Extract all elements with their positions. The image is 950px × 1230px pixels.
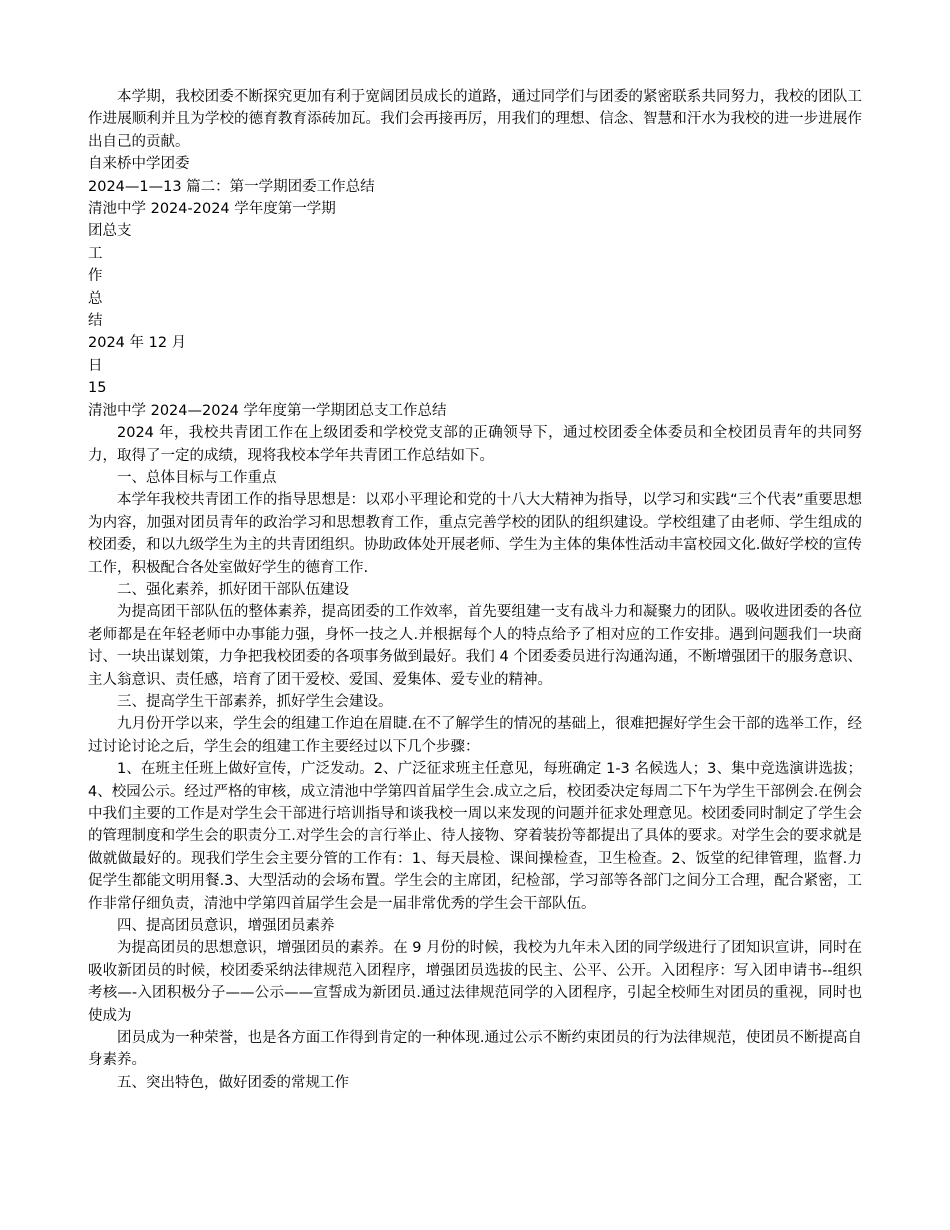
report-date-year-month: 2024 年 12 月 xyxy=(88,335,187,352)
report-date-day-label: 日 xyxy=(88,357,103,374)
date-and-section-heading: 2024—1—13 篇二：第一学期团委工作总结 xyxy=(88,178,375,195)
signature-org: 自来桥中学团委 xyxy=(88,156,190,173)
document-page xyxy=(88,86,862,1094)
section-heading-2: 二、强化素养，抓好团干部队伍建设 xyxy=(117,581,349,598)
section-heading-5: 五、突出特色，做好团委的常规工作 xyxy=(117,1074,349,1091)
intro-paragraph: 本学期，我校团委不断探究更加有利于宽阔团员成长的道路，通过同学们与团委的紧密联系共同努力，我校的团队工作进展顺利并且为学校的德育教育添砖加瓦。我们会再接再厉，用我们的理想、信念、智慧和汗水为我校的进一步进展作出自己的贡献。 xyxy=(88,89,862,150)
report-date-day: 15 xyxy=(88,380,107,397)
report-title-fragment: 团总支 xyxy=(88,223,132,240)
section-heading-1: 一、总体目标与工作重点 xyxy=(117,469,277,486)
report-title-char: 工 xyxy=(88,245,103,262)
body-paragraph: 2024 年，我校共青团工作在上级团委和学校党支部的正确领导下，通过校团委全体委员和全校团员青年的共同努力，取得了一定的成绩，现将我校本学年共青团工作总结如下。 xyxy=(88,425,862,464)
section-heading-3: 三、提高学生干部素养，抓好学生会建设。 xyxy=(117,693,393,710)
report-title-line: 清池中学 2024-2024 学年度第一学期 xyxy=(88,201,336,218)
body-paragraph: 为提高团干部队伍的整体素养，提高团委的工作效率，首先要组建一支有战斗力和凝聚力的团队。吸收进团委的各位老师都是在年轻老师中办事能力强，身怀一技之人.并根据每个人的特点给予了相对应的工作安排。遇到问题我们一块商讨、一块出谋划策，力争把我校团委的各项事务做到最好。我们 4 个团委委员进行沟通沟通，不断增强团干的服务意识、主人翁意识、责任感，培育了团干爱校、爱国、爱集体、爱专业的精神。 xyxy=(88,604,862,688)
body-paragraph: 为提高团员的思想意识，增强团员的素养。在 9 月份的时候，我校为九年未入团的同学级进行了团知识宣讲，同时在吸收新团员的时候，校团委采纳法律规范入团程序，增强团员选拔的民主、公平、公开。入团程序：写入团申请书--组织考核—-入团积极分子——公示——宣誓成为新团员.通过法律规范同学的入团程序，引起全校师生对团员的重视，同时也使成为 xyxy=(88,940,862,1024)
body-paragraph: 团员成为一种荣誉，也是各方面工作得到肯定的一种体现.通过公示不断约束团员的行为法律规范，使团员不断提高自身素养。 xyxy=(88,1030,862,1069)
report-title-char: 作 xyxy=(88,268,103,285)
report-title-char: 总 xyxy=(88,290,103,307)
report-full-title: 清池中学 2024—2024 学年度第一学期团总支工作总结 xyxy=(88,402,447,419)
section-heading-4: 四、提高团员意识，增强团员素养 xyxy=(117,918,335,935)
body-paragraph: 本学年我校共青团工作的指导思想是：以邓小平理论和党的十八大大精神为指导，以学习和实践“三个代表”重要思想为内容，加强对团员青年的政治学习和思想教育工作，重点完善学校的团队的组织建设。学校组建了由老师、学生组成的校团委，和以九级学生为主的共青团组织。协助政体处开展老师、学生为主体的集体性活动丰富校园文化.做好学校的宣传工作，积极配合各处室做好学生的德育工作. xyxy=(88,492,862,576)
report-title-char: 结 xyxy=(88,313,103,330)
body-paragraph: 九月份开学以来，学生会的组建工作迫在眉睫.在不了解学生的情况的基础上，很难把握好学生会干部的选举工作，经过讨论讨论之后，学生会的组建工作主要经过以下几个步骤： xyxy=(88,716,862,755)
body-paragraph: 1、在班主任班上做好宣传，广泛发动。2、广泛征求班主任意见，每班确定 1-3 名候选人；3、集中竞选演讲选拔；4、校园公示。经过严格的审核，成立清池中学第四首届学生会.成立之后，校团委决定每周二下午为学生干部例会.在例会中我们主要的工作是对学生会干部进行培训指导和谈我校一周以来发现的问题并征求处理意见。校团委同时制定了学生会的管理制度和学生会的职责分工.对学生会的言行举止、待人接物、穿着装扮等都提出了具体的要求。对学生会的要求就是做就做最好的。现我们学生会主要分管的工作有：1、每天晨检、课间操检查，卫生检查。2、饭堂的纪律管理，监督.力促学生都能文明用餐.3、大型活动的会场布置。学生会的主席团，纪检部，学习部等各部门之间分工合理，配合紧密，工作非常仔细负责，清池中学第四首届学生会是一届非常优秀的学生会干部队伍。 xyxy=(88,761,862,912)
